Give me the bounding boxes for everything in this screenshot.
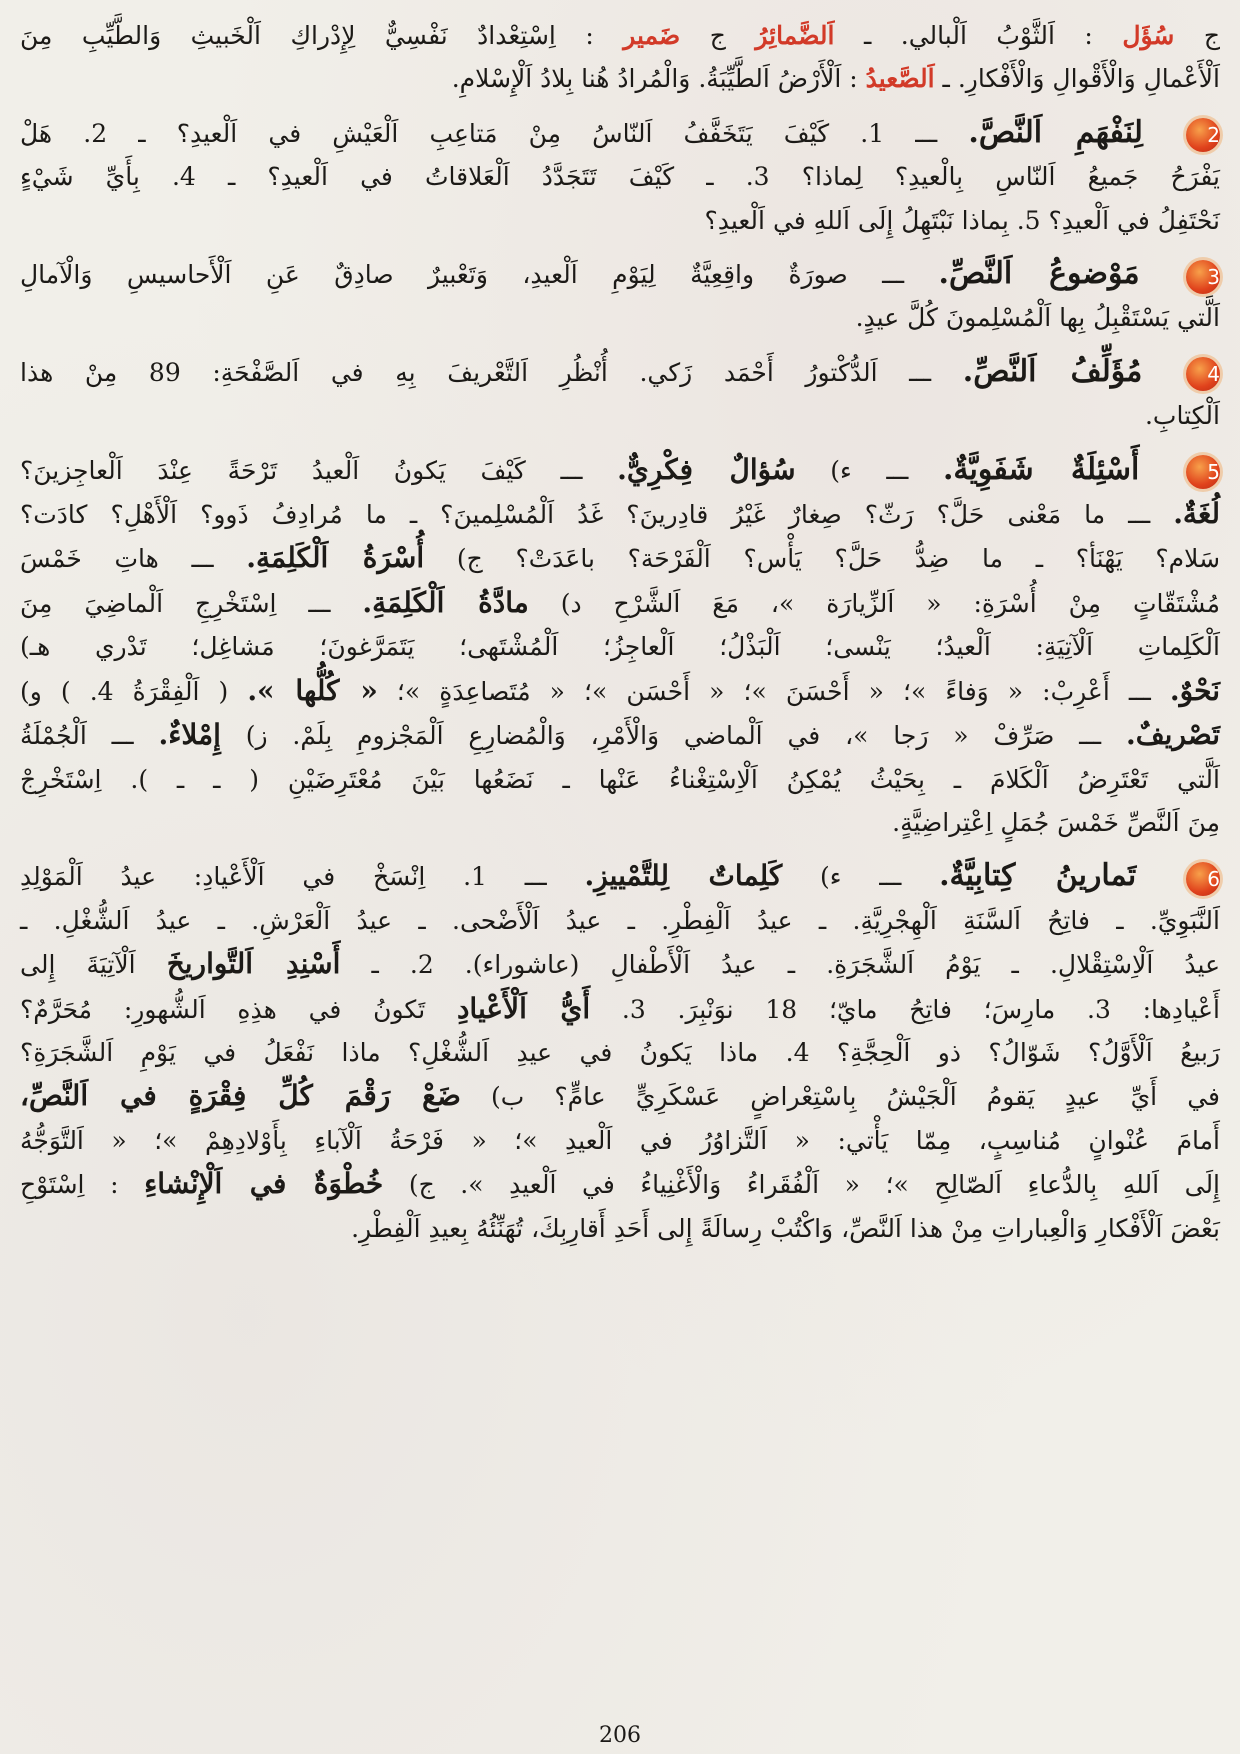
text: ج [1203,21,1220,50]
section-number-badge: 4 [1186,357,1220,391]
subheading: إِمْلاءٌ. [158,718,221,752]
text: ـــ 1. اِنْسَخْ في اَلْأَعْيادِ: عيدُ اَلْمَوْلِدِ [20,862,547,892]
text-line: اَلنَّبَوِيِّ. ـ فاتِحُ اَلسَّنَةِ اَلْهِجْرِيَّةِ. ـ عيدُ اَلْفِطْرِ. ـ عيدُ اَلْأَضْحى. ـ عيدُ اَلْعَرْشِ. ـ عيدُ اَلشُّغْلِ. ـ [20,905,1220,935]
text: : اِسْتِعْدادٌ نَفْسِيٌّ لِإِدْراكِ اَلْخَبيثِ وَالطَّيِّبِ مِنَ [20,21,594,50]
text: : اَلْأَرْضُ اَلطَّيِّبَةُ. وَالْمُرادُ هُنا بِلادُ اَلْإِسْلامِ. [451,64,858,94]
text-line [20,1074,1220,1118]
subheading: تَصْريفٌ. [1125,718,1221,752]
text-line [20,350,1220,394]
text: مُشْتَقّاتٍ مِنْ أُسْرَةِ: « اَلزِّيارَة »، مَعَ اَلشَّرْحِ د) [560,588,1220,618]
text: ـــ 1. كَيْفَ يَتَخَفَّفُ اَلنّاسُ مِنْ مَتاعِبِ اَلْعَيْشِ في اَلْعيدِ؟ ـ 2. هَلْ [20,118,938,148]
text-line: بَعْضَ اَلْأَفْكارِ وَالْعِباراتِ مِنْ هذا اَلنَّصِّ، وَاكْتُبْ رِسالَةً إِلى أَحَدِ أَقارِبِكَ، تُهَنِّئُهُ بِعيدِ اَلْفِطْرِ. [351,1213,1220,1243]
text-line [20,854,1220,898]
section-heading: أَسْئِلَةٌ شَفَوِيَّةٌ. [942,451,1140,487]
page-number: 206 [599,1723,641,1748]
section-number-badge: 2 [1186,118,1220,152]
subheading: أَيُّ اَلْأَعْيادِ [456,991,591,1025]
text-line: يَفْرَحُ جَميعُ اَلنّاسِ بِالْعيدِ؟ لِماذا؟ 3. ـ كَيْفَ تَتَجَدَّدُ اَلْعَلاقاتُ في اَلْعيدِ؟ ـ 4. بِأَيِّ شَيْءٍ [20,162,1220,192]
text: اَلْأَعْمالِ وَالْأَقْوالِ وَالْأَفْكارِ. ـ [942,64,1220,94]
text-line: رَبيعُ اَلْأَوَّلُ؟ شَوّالُ؟ ذو اَلْحِجَّةِ؟ 4. ماذا يَكونُ في عيدِ اَلشُّغْلِ؟ ماذا نَفْعَلُ في يَوْمِ اَلشَّجَرَةِ؟ [20,1037,1221,1067]
text-line: اَلْكَلِماتِ اَلْآتِيَةِ: اَلْعيدُ؛ يَنْسى؛ اَلْبَذْلُ؛ اَلْعاجِزُ؛ اَلْمُشْتَهى؛ يَتَمَرَّغونَ؛ مَشاغِل؛ تَدْري هـ) [20,632,1220,662]
text-line [20,1162,1220,1206]
text: ـــ اَلدُّكْتورُ أَحْمَد زَكي. أُنْظُرِ اَلتَّعْريفَ بِهِ في اَلصَّفْحَةِ: 89 مِنْ هذا [20,357,932,387]
vocab-line [20,57,1220,100]
vocab-term: اَلضَّمائِرُ [755,21,835,50]
section-heading: مَوْضوعُ اَلنَّصِّ. [938,256,1140,292]
section-number-badge: 5 [1186,455,1220,489]
vocab-line [20,14,1220,57]
text: ـــ اَلْجُمْلَةُ [20,721,134,751]
text-line: أَمامَ عُنْوانٍ مُناسِبٍ، مِمّا يَأْتي: « اَلتَّزاوُرُ في اَلْعيدِ »؛ « فَرْحَةُ اَلْآباءِ بِأَوْلادِهِمْ »؛ « اَلتَّوَجُّهُ [20,1125,1220,1155]
page-content [20,14,1220,1250]
text-line [20,111,1220,155]
text: ـــ ما مَعْنى حَلَّ؟ رَثّ؟ صِغارٌ غَيْرُ قادِرينَ؟ غَدُ اَلْمُسْلِمينَ؟ ـ ما مُرادِفُ ذَوو؟ اَلْأَهْلِ؟ كادَت؟ [20,500,1151,530]
vocab-term: اَلصَّعيدُ [865,64,935,94]
vocab-term: ضَمير [623,21,681,50]
section-number-badge: 3 [1186,260,1220,294]
subheading: مادَّةُ اَلْكَلِمَةِ. [362,585,529,619]
text-line [20,987,1220,1031]
text-line: اَلَّتي تَعْتَرِضُ اَلْكَلامَ ـ بِحَيْثُ يُمْكِنُ اَلْاِسْتِغْناءُ عَنْها ـ نَضَعُها بَيْنَ مُعْتَرِضَيْنِ ( ـ ـ ). اِسْتَخْرِجْ [20,764,1220,794]
text-line: نَحْتَفِلُ في اَلْعيدِ؟ 5. بِماذا نَبْتَهِلُ إِلَى اَللهِ في اَلْعيدِ؟ [704,205,1220,235]
text: : اِسْتَوْحِ [20,1170,119,1200]
text: ـــ صَرِّفْ « رَجا »، في اَلْماضي وَالْأَمْرِ، وَالْمُضارِعِ اَلْمَجْزومِ بِلَمْ. ز) [245,721,1102,751]
text: إِلَى اَللهِ بِالدُّعاءِ اَلصّالِحِ »؛ « اَلْفُقَراءُ وَالْأَغْنِياءُ في اَلْعيدِ ». ج) [408,1170,1221,1200]
section-number-badge: 6 [1186,862,1220,896]
section-heading: مُؤَلِّفُ اَلنَّصِّ. [962,353,1143,389]
text-line [20,713,1220,757]
text: « كُلُّها ». [247,673,378,707]
vocab-term: سُؤَل [1122,21,1175,50]
subheading: سُؤالٌ فِكْرِيٌّ. [617,452,796,486]
text: ج [709,21,726,50]
subheading: خُطْوَةٌ في اَلْإِنْشاءِ [144,1167,384,1201]
text-line [20,942,1220,986]
subheading: نَحْوٌ. [1169,673,1220,707]
section-oral-questions [20,448,1220,845]
section-text-author [20,350,1220,438]
section-heading: لِنَفْهَمِ اَلنَّصَّ. [968,114,1143,150]
text-line [20,492,1220,536]
text-line [20,581,1220,625]
section-written-exercises [20,854,1220,1250]
text: : اَلثَّوْبُ اَلْبالي. ـ [863,21,1093,50]
text-line [20,252,1220,296]
vocabulary-block [20,14,1220,101]
text: اَلْآتِيَةَ إِلى [20,950,136,980]
text-line: اَلْكِتابِ. [1144,401,1220,431]
text: ـــ هاتِ خَمْسَ [20,544,214,574]
subheading: ضَعْ رَقْمَ كُلِّ فِقْرَةٍ في اَلنَّصِّ، [20,1079,461,1113]
section-understand-text [20,111,1220,242]
text-line [20,448,1220,492]
text: في أَيِّ عيدٍ يَقومُ اَلْجَيْشُ بِاسْتِعْراضٍ عَسْكَرِيٍّ عامٍّ؟ ب) [490,1082,1221,1112]
text: ـــ ء) [820,862,902,892]
subheading: كَلِماتٌ لِلتَّمْييزِ. [584,859,783,893]
text: ـــ كَيْفَ يَكونُ اَلْعيدُ تَرْحَةً عِنْدَ اَلْعاجِزينَ؟ [20,455,583,485]
text-line [20,669,1220,713]
text: عيدُ اَلْاِسْتِقْلالِ. ـ يَوْمُ اَلشَّجَرَةِ. ـ عيدُ اَلْأَطْفالِ (عاشوراء). 2. ـ [371,950,1220,980]
section-heading: تَمارينُ كِتابِيَّةٌ. [939,858,1137,894]
text-line: مِنَ اَلنَّصِّ خَمْسَ جُمَلٍ اِعْتِراضِيَّةٍ. [892,807,1220,837]
text: ( اَلْفِقْرَةُ 4. ) و) [20,676,229,706]
text: أَعْيادِها: 3. مارِسَ؛ فاتِحُ مايّ؛ 18 نوَنْبِرَ. 3. [621,994,1221,1024]
section-text-topic [20,252,1220,340]
subheading: أُسْرَةُ اَلْكَلِمَةِ. [246,541,425,575]
text-line [20,536,1220,580]
subheading: لُغَةٌ. [1173,497,1220,531]
text: ـــ ء) [830,455,909,485]
text: تَكونُ في هذِهِ اَلشُّهورِ: مُحَرَّمٌ؟ [20,994,426,1024]
text: ـــ اِسْتَخْرِجِ اَلْماضِيَ مِنَ [20,588,331,618]
subheading: أَسْنِدِ اَلتَّواريخَ [166,947,341,981]
text: سَلام؟ يَهْنَأ؟ ـ ما ضِدُّ حَلَّ؟ يَأْس؟ اَلْفَرْحَة؟ باعَدَتْ؟ ج) [456,544,1221,574]
text: ـــ صورَةٌ واقِعِيَّةٌ لِيَوْمِ اَلْعيدِ، وَتَعْبيرٌ صادِقٌ عَنِ اَلْأَحاسيسِ وَالْآمالِ [20,260,905,290]
text-line: اَلَّتي يَسْتَقْبِلُ بِها اَلْمُسْلِمونَ كُلَّ عيدٍ. [855,303,1220,333]
text: ـــ أَعْرِبْ: « وَفاءً »؛ « أَحْسَنَ »؛ « أَحْسَن »؛ « مُتَصاعِدَةٍ »؛ [396,676,1151,706]
